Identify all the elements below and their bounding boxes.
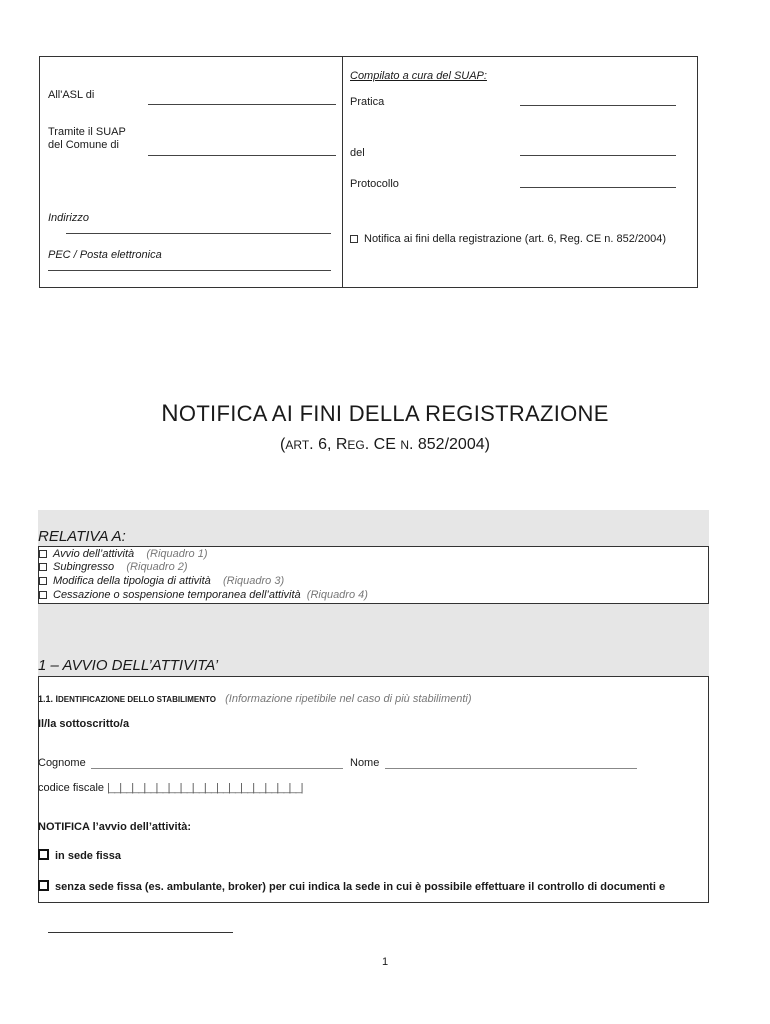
title-first-letter: N bbox=[161, 400, 179, 427]
subsection-num: 1.1. I bbox=[38, 694, 59, 704]
checkbox-icon[interactable] bbox=[350, 235, 358, 243]
indirizzo-label: Indirizzo bbox=[48, 212, 89, 224]
del-label: del bbox=[350, 147, 365, 159]
section1-heading: 1 – AVVIO DELL’ATTIVITA’ bbox=[38, 657, 219, 674]
subtitle-art: ART bbox=[285, 438, 310, 452]
notifica-registrazione-option[interactable] bbox=[350, 233, 666, 245]
checkbox-icon[interactable] bbox=[38, 849, 49, 860]
asl-label: All'ASL di bbox=[48, 89, 95, 101]
relativa-item-ref: (Riquadro 4) bbox=[306, 589, 368, 601]
sottoscritto-label: Il/la sottoscritto/a bbox=[38, 718, 130, 730]
relativa-item-label: Subingresso bbox=[53, 561, 115, 573]
subtitle-ce: . CE bbox=[364, 436, 401, 453]
relativa-item-avvio[interactable] bbox=[39, 548, 208, 560]
relativa-item-label: Modifica della tipologia di attività bbox=[53, 575, 211, 587]
suap-label-2: del Comune di bbox=[48, 139, 119, 151]
codice-fiscale-label: codice fiscale bbox=[38, 782, 105, 794]
suap-label-1: Tramite il SUAP bbox=[48, 126, 126, 138]
asl-field[interactable] bbox=[148, 104, 336, 105]
relativa-item-label: Avvio dell’attività bbox=[53, 548, 135, 560]
subsection-caps: DENTIFICAZIONE DELLO STABILIMENTO bbox=[58, 695, 216, 704]
del-field[interactable] bbox=[520, 155, 676, 156]
checkbox-icon[interactable] bbox=[39, 563, 47, 571]
checkbox-icon[interactable] bbox=[39, 550, 47, 558]
relativa-item-cessazione[interactable] bbox=[39, 589, 368, 601]
subsection-title bbox=[38, 693, 472, 705]
relativa-heading: RELATIVA A: bbox=[38, 528, 126, 545]
relativa-item-subingresso[interactable] bbox=[39, 561, 188, 573]
header-divider bbox=[342, 56, 343, 288]
subtitle-mid: . 6, R bbox=[309, 436, 348, 453]
subtitle-open: ( bbox=[280, 436, 286, 453]
relativa-item-ref: (Riquadro 3) bbox=[223, 575, 285, 587]
subsection-note: (Informazione ripetibile nel caso di più stabilimenti) bbox=[225, 693, 472, 705]
pec-field[interactable] bbox=[48, 270, 331, 271]
compilato-label: Compilato a cura del SUAP: bbox=[350, 70, 487, 82]
checkbox-icon[interactable] bbox=[39, 591, 47, 599]
option-sede-fissa-label: in sede fissa bbox=[55, 850, 122, 862]
option-senza-sede-fissa[interactable] bbox=[38, 880, 665, 893]
subtitle-eg: EG bbox=[347, 438, 365, 452]
subtitle-end: . 852/2004) bbox=[408, 436, 490, 453]
checkbox-icon[interactable] bbox=[38, 880, 49, 891]
notifica-registrazione-label: Notifica ai fini della registrazione (art. 6, Reg. CE n. 852/2004) bbox=[364, 233, 667, 245]
nome-field[interactable] bbox=[385, 768, 637, 769]
comune-field[interactable] bbox=[148, 155, 336, 156]
protocollo-label: Protocollo bbox=[350, 178, 399, 190]
title-rest: OTIFICA AI FINI DELLA REGISTRAZIONE bbox=[178, 401, 609, 426]
relativa-item-ref: (Riquadro 1) bbox=[146, 548, 208, 560]
codice-fiscale-row[interactable] bbox=[38, 782, 302, 794]
cognome-field[interactable] bbox=[91, 768, 343, 769]
protocollo-field[interactable] bbox=[520, 187, 676, 188]
subtitle-n: N bbox=[400, 438, 409, 452]
relativa-item-label: Cessazione o sospensione temporanea dell’attività bbox=[53, 589, 301, 601]
indirizzo-field[interactable] bbox=[66, 233, 331, 234]
cognome-label: Cognome bbox=[38, 757, 86, 769]
footnote-divider bbox=[48, 932, 233, 933]
relativa-item-ref: (Riquadro 2) bbox=[126, 561, 188, 573]
relativa-band bbox=[38, 510, 709, 547]
document-title bbox=[0, 400, 770, 428]
document-subtitle bbox=[0, 436, 770, 454]
option-senza-sede-fissa-label: senza sede fissa (es. ambulante, broker) per cui indica la sede in cui è possibile effettuare il controllo di documenti e bbox=[55, 881, 666, 893]
nome-label: Nome bbox=[350, 757, 380, 769]
option-sede-fissa[interactable] bbox=[38, 849, 121, 862]
notifica-label: NOTIFICA l’avvio dell’attività: bbox=[38, 821, 192, 833]
page-number: 1 bbox=[381, 956, 389, 968]
pec-label: PEC / Posta elettronica bbox=[48, 249, 162, 261]
checkbox-icon[interactable] bbox=[39, 577, 47, 585]
relativa-item-modifica[interactable] bbox=[39, 575, 284, 587]
pratica-field[interactable] bbox=[520, 105, 676, 106]
pratica-label: Pratica bbox=[350, 96, 385, 108]
codice-fiscale-cells[interactable]: |__|__|__|__|__|__|__|__|__|__|__|__|__|__|__|__| bbox=[107, 782, 303, 794]
